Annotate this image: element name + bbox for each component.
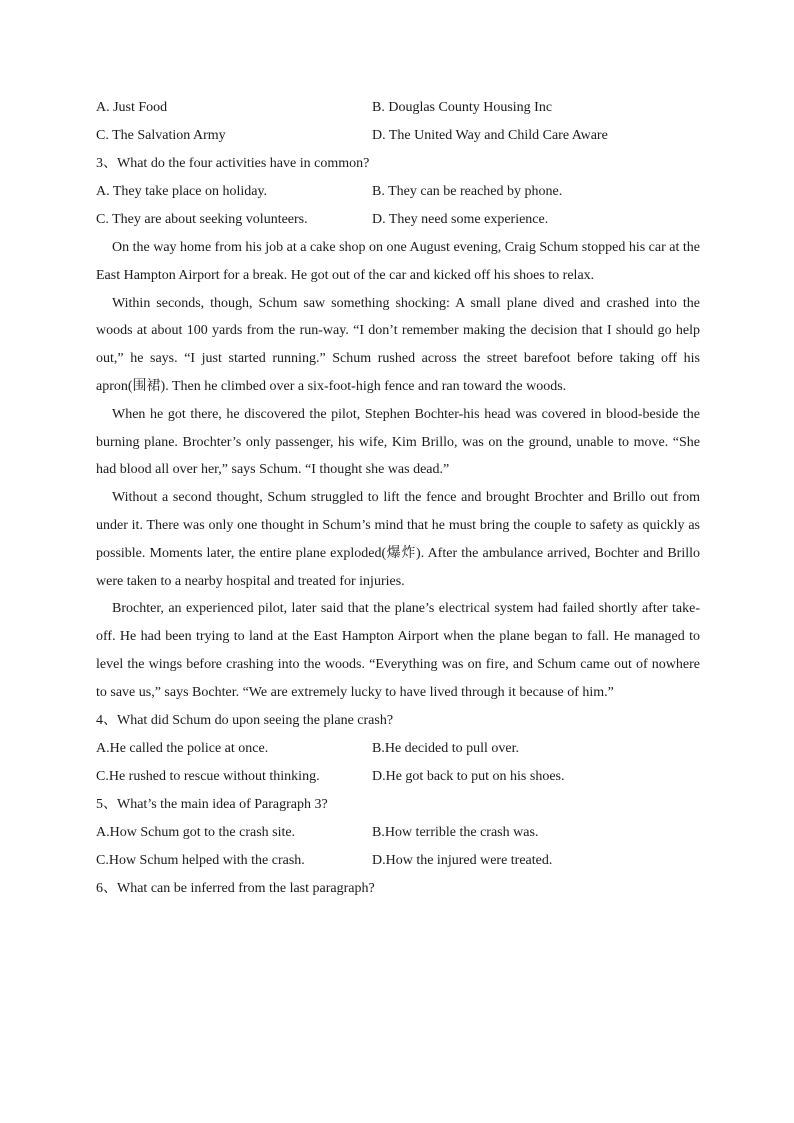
question-5: 5、What’s the main idea of Paragraph 3? bbox=[96, 796, 328, 812]
q2-options-row-2 bbox=[96, 122, 700, 150]
q5-option-b: B.How terrible the crash was. bbox=[372, 824, 539, 840]
q4-option-b: B.He decided to pull over. bbox=[372, 740, 519, 756]
paragraph-text: Brochter, an experienced pilot, later said that the plane’s electrical system had failed shortly after take-off. He had been trying to land at the East Hampton Airport when the plane began to fall. He managed to level the wings before crashing into the woods. “Everything was on fire, and Schum came out of nowhere to save us,” says Bochter. “We are extremely lucky to have lived through it because of him.” bbox=[96, 601, 700, 700]
q2-option-b: B. Douglas County Housing Inc bbox=[372, 100, 553, 115]
passage-paragraph-4 bbox=[96, 484, 700, 595]
paragraph-text: On the way home from his job at a cake shop on one August evening, Craig Schum stopped his car at the East Hampton Airport for a break. He got out of the car and kicked off his shoes to relax. bbox=[96, 240, 700, 283]
q5-options-row-1 bbox=[96, 819, 700, 847]
passage-paragraph-5 bbox=[96, 595, 700, 706]
q4-option-d: D.He got back to put on his shoes. bbox=[372, 768, 565, 784]
paragraph-text: Without a second thought, Schum struggled to lift the fence and brought Brochter and Brillo out from under it. There was only one thought in Schum’s mind that he must bring the couple to safety as quickly as possible. Moments later, the entire plane exploded(爆炸). After the ambulance arrived, Bochter and Brillo were taken to a nearby hospital and treated for injuries. bbox=[96, 490, 700, 589]
q4-option-c: C.He rushed to rescue without thinking. bbox=[96, 768, 320, 784]
exam-page bbox=[96, 94, 700, 903]
q4-option-a: A.He called the police at once. bbox=[96, 740, 269, 756]
q5-options-row-2 bbox=[96, 847, 700, 875]
q3-options-row-1 bbox=[96, 178, 700, 206]
passage-paragraph-1 bbox=[96, 234, 700, 290]
passage-paragraph-2 bbox=[96, 290, 700, 401]
q2-option-a: A. Just Food bbox=[96, 100, 168, 115]
q3-option-d: D. They need some experience. bbox=[372, 212, 549, 227]
q3-option-a: A. They take place on holiday. bbox=[96, 184, 268, 199]
paragraph-text: Within seconds, though, Schum saw something shocking: A small plane dived and crashed into the woods at about 100 yards from the run-way. “I don’t remember making the decision that I should go help out,” he says. “I just started running.” Schum rushed across the street barefoot before taking off his apron(围裙). Then he climbed over a six-foot-high fence and ran toward the woods. bbox=[96, 295, 700, 394]
q2-option-c: C. The Salvation Army bbox=[96, 128, 226, 143]
q5-option-a: A.How Schum got to the crash site. bbox=[96, 824, 296, 840]
question-4: 4、What did Schum do upon seeing the plane crash? bbox=[96, 712, 394, 728]
q3-options-row-2 bbox=[96, 206, 700, 234]
question-6: 6、What can be inferred from the last paragraph? bbox=[96, 880, 375, 896]
q2-options-row-1 bbox=[96, 94, 700, 122]
q4-options-row-1 bbox=[96, 735, 700, 763]
passage-paragraph-3 bbox=[96, 401, 700, 484]
paragraph-text: When he got there, he discovered the pilot, Stephen Bochter-his head was covered in blood-beside the burning plane. Brochter’s only passenger, his wife, Kim Brillo, was on the ground, unable to move. “She had blood all over her,” says Schum. “I thought she was dead.” bbox=[96, 406, 700, 478]
q4-options-row-2 bbox=[96, 763, 700, 791]
q2-option-d: D. The United Way and Child Care Aware bbox=[372, 128, 608, 143]
q5-option-d: D.How the injured were treated. bbox=[372, 852, 553, 868]
q3-option-b: B. They can be reached by phone. bbox=[372, 184, 563, 199]
question-3: 3、What do the four activities have in common? bbox=[96, 156, 370, 171]
q3-option-c: C. They are about seeking volunteers. bbox=[96, 212, 308, 227]
q5-option-c: C.How Schum helped with the crash. bbox=[96, 852, 305, 868]
